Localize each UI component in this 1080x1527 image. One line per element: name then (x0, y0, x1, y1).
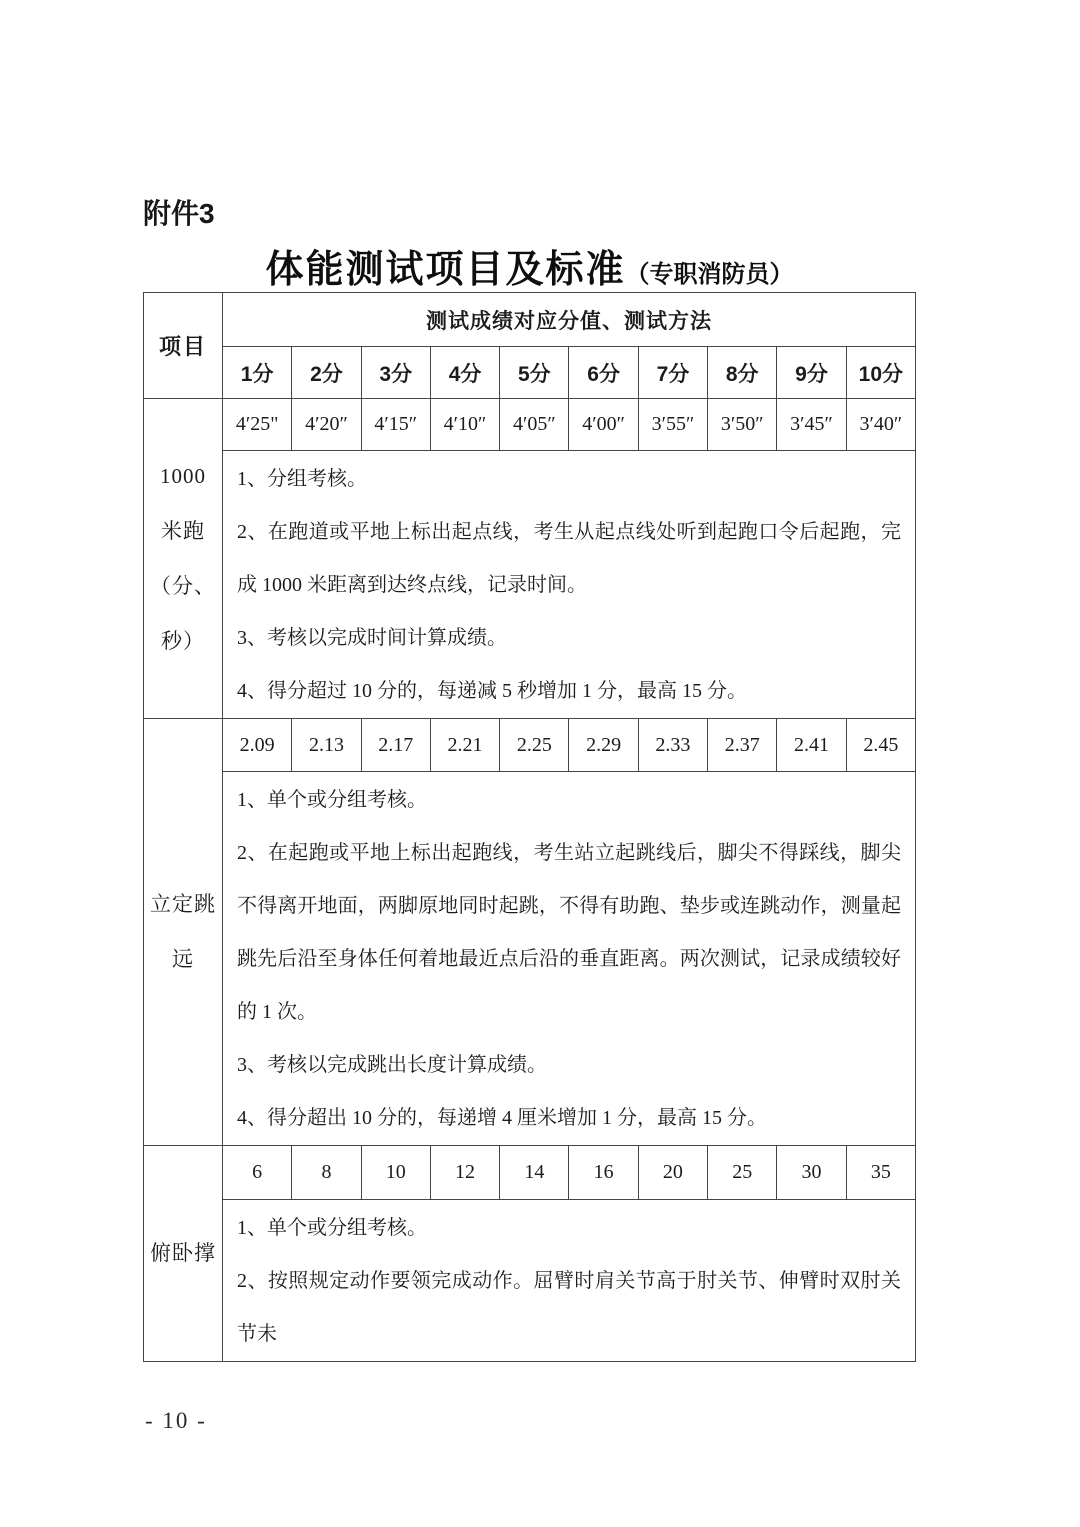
item-label-line: （分、 (150, 573, 216, 598)
score-header-1: 1分 (223, 347, 292, 399)
item-label-pushup (144, 1146, 223, 1362)
value-cell: 2.45 (846, 719, 915, 772)
value-cell: 25 (708, 1146, 777, 1200)
score-header-10: 10分 (846, 347, 915, 399)
value-cell: 4′20″ (292, 399, 361, 451)
method-line: 2、按照规定动作要领完成动作。屈臂时肩关节高于肘关节、伸臂时双肘关节未 (237, 1270, 901, 1345)
value-cell: 6 (223, 1146, 292, 1200)
score-header-5: 5分 (500, 347, 569, 399)
value-cell: 3′55″ (638, 399, 707, 451)
value-cell: 2.21 (430, 719, 499, 772)
value-cell: 4′05″ (500, 399, 569, 451)
table-row-pushup-values (144, 1146, 916, 1200)
value-cell: 2.17 (361, 719, 430, 772)
value-cell: 10 (361, 1146, 430, 1200)
value-cell: 2.33 (638, 719, 707, 772)
score-header-9: 9分 (777, 347, 846, 399)
header-item-column: 项目 (144, 293, 223, 399)
table-row-pushup-method (144, 1200, 916, 1362)
score-header-6: 6分 (569, 347, 638, 399)
page-number: - 10 - (145, 1408, 207, 1433)
item-label-line: 立定跳 (150, 892, 216, 916)
page-title-main: 体能测试项目及标准 (265, 249, 626, 291)
method-line: 1、单个或分组考核。 (237, 1217, 427, 1239)
value-cell: 20 (638, 1146, 707, 1200)
value-cell: 2.25 (500, 719, 569, 772)
value-cell: 8 (292, 1146, 361, 1200)
header-score-method: 测试成绩对应分值、测试方法 (223, 293, 916, 347)
score-header-4: 4分 (430, 347, 499, 399)
table-row-1000m-method (144, 451, 916, 719)
method-line: 2、在起跑或平地上标出起跑线，考生站立起跳线后，脚尖不得踩线，脚尖不得离开地面，两脚原地同时起跳，不得有助跑、垫步或连跳动作，测量起跳先后沿至身体任何着地最近点后沿的垂直距离。两次测试，记录成绩较好的 1 次。 (237, 842, 901, 1023)
method-line: 4、得分超过 10 分的，每递减 5 秒增加 1 分，最高 15 分。 (237, 680, 747, 702)
method-line: 1、单个或分组考核。 (237, 789, 427, 811)
item-label-line: 俯卧撑 (150, 1241, 216, 1265)
item-label-line: 秒） (161, 628, 205, 653)
method-line: 3、考核以完成时间计算成绩。 (237, 627, 507, 649)
score-header-2: 2分 (292, 347, 361, 399)
table-row-longjump-values (144, 719, 916, 772)
method-cell-longjump (223, 772, 916, 1146)
standards-table (143, 292, 916, 1362)
value-cell: 2.37 (708, 719, 777, 772)
page-title (143, 238, 916, 293)
value-cell: 2.13 (292, 719, 361, 772)
item-label-line: 1000 (160, 463, 206, 488)
value-cell: 2.29 (569, 719, 638, 772)
method-line: 2、在跑道或平地上标出起点线，考生从起点线处听到起跑口令后起跑，完成 1000 米距离到达终点线，记录时间。 (237, 521, 901, 596)
score-header-7: 7分 (638, 347, 707, 399)
item-label-standing-long-jump (144, 719, 223, 1146)
value-cell: 2.41 (777, 719, 846, 772)
value-cell: 2.09 (223, 719, 292, 772)
value-cell: 4′10″ (430, 399, 499, 451)
score-header-8: 8分 (708, 347, 777, 399)
attachment-label: 附件3 (143, 198, 215, 229)
value-cell: 35 (846, 1146, 915, 1200)
method-cell-pushup (223, 1200, 916, 1362)
value-cell: 12 (430, 1146, 499, 1200)
value-cell: 3′50″ (708, 399, 777, 451)
header-row-main (144, 293, 916, 347)
page-title-suffix: （专职消防员） (625, 261, 794, 288)
value-cell: 3′40″ (846, 399, 915, 451)
value-cell: 30 (777, 1146, 846, 1200)
item-label-line: 米跑 (161, 518, 205, 543)
item-label-line: 远 (172, 947, 194, 971)
value-cell: 4′15″ (361, 399, 430, 451)
value-cell: 3′45″ (777, 399, 846, 451)
method-cell-1000m (223, 451, 916, 719)
value-cell: 16 (569, 1146, 638, 1200)
table-row-1000m-values (144, 399, 916, 451)
value-cell: 4′25" (223, 399, 292, 451)
score-header-3: 3分 (361, 347, 430, 399)
method-line: 3、考核以完成跳出长度计算成绩。 (237, 1054, 547, 1076)
method-line: 1、分组考核。 (237, 468, 367, 490)
method-line: 4、得分超出 10 分的，每递增 4 厘米增加 1 分，最高 15 分。 (237, 1107, 767, 1129)
item-label-1000m-run (144, 399, 223, 719)
header-row-scores (144, 347, 916, 399)
value-cell: 14 (500, 1146, 569, 1200)
table-row-longjump-method (144, 772, 916, 1146)
value-cell: 4′00″ (569, 399, 638, 451)
